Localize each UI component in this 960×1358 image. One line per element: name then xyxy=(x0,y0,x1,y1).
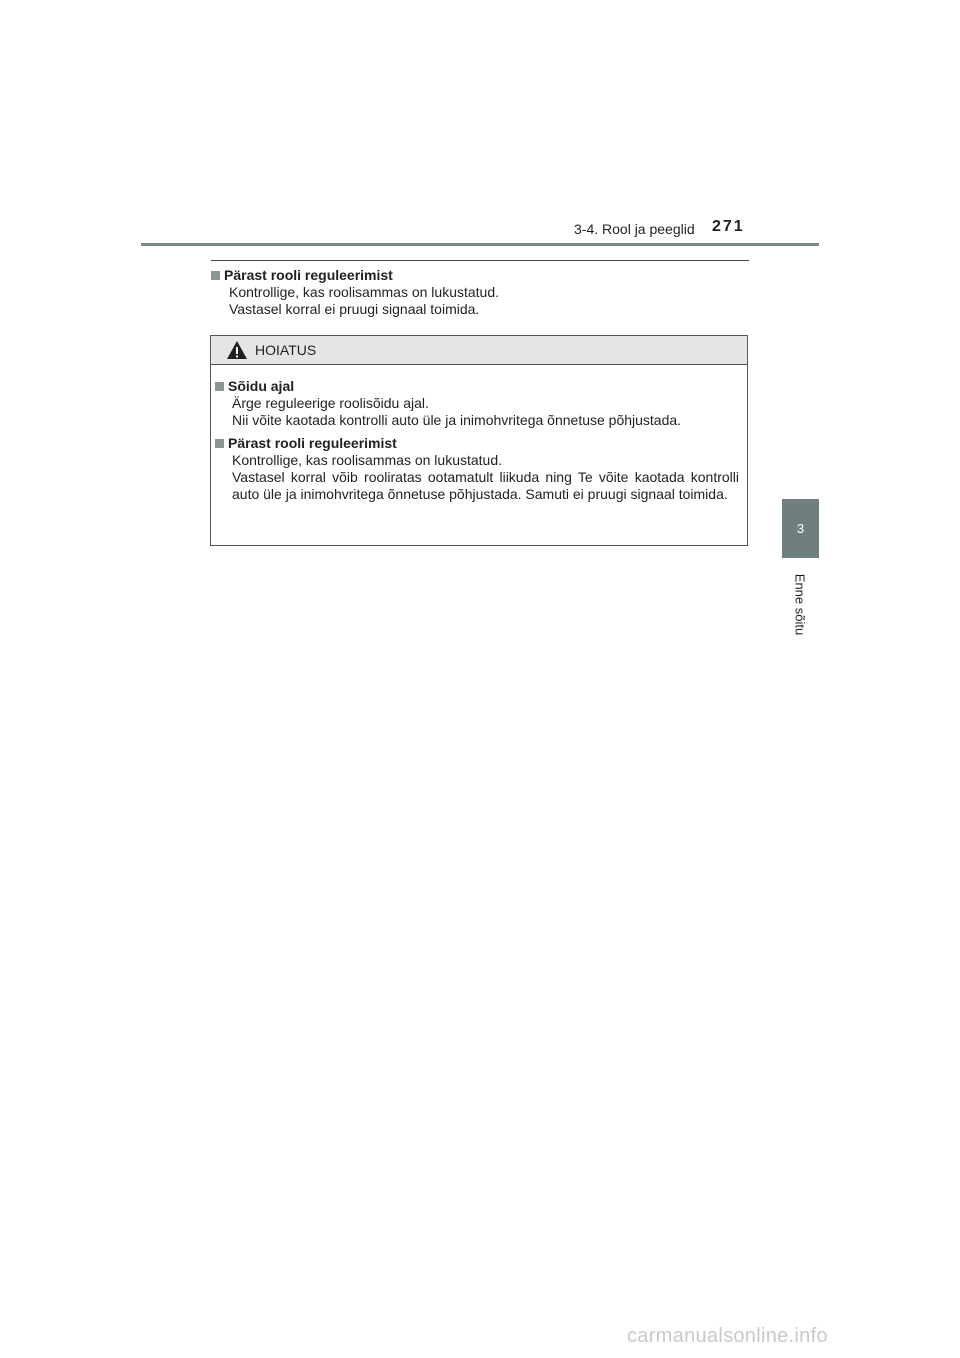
warning-triangle-icon xyxy=(226,340,248,360)
warning-item-line: Nii võite kaotada kontrolli auto üle ja inimohvritega õnnetuse põhjustada. xyxy=(232,412,682,428)
warning-item-line: Ärge reguleerige roolisõidu ajal. xyxy=(232,395,429,411)
chapter-number: 3 xyxy=(796,521,805,536)
section-line: Kontrollige, kas roolisammas on lukustatud. xyxy=(229,284,500,300)
section-title xyxy=(211,266,749,284)
footer-watermark: carmanualsonline.info xyxy=(627,1325,828,1347)
warning-item-title xyxy=(215,377,739,395)
warning-item-title-text: Sõidu ajal xyxy=(228,378,295,394)
warning-item-title xyxy=(215,434,739,452)
section-title-text: Pärast rooli reguleerimist xyxy=(224,267,393,283)
square-bullet-icon xyxy=(215,382,224,391)
chapter-side-label: Enne sõitu xyxy=(792,573,808,636)
header-rule xyxy=(141,243,819,246)
warning-item xyxy=(215,377,739,429)
warning-item xyxy=(215,434,739,503)
warning-title: HOIATUS xyxy=(255,342,317,358)
warning-item-title-text: Pärast rooli reguleerimist xyxy=(228,435,397,451)
square-bullet-icon xyxy=(215,439,224,448)
page-number: 271 xyxy=(712,218,745,235)
section-top-line xyxy=(211,260,749,261)
warning-item-line: Vastasel korral võib rooliratas ootamatult liikuda ning Te võite kaotada kontrolli auto üle ja inimohvritega õnnetuse põhjustada. Samuti ei pruugi signaal toimida. xyxy=(232,469,739,502)
warning-box xyxy=(210,335,748,546)
warning-body xyxy=(211,365,747,503)
square-bullet-icon xyxy=(211,271,220,280)
warning-item-line: Kontrollige, kas roolisammas on lukustatud. xyxy=(232,452,503,468)
header-section-title: 3-4. Rool ja peeglid xyxy=(574,221,695,237)
section-line: Vastasel korral ei pruugi signaal toimida. xyxy=(229,301,480,317)
warning-header xyxy=(211,336,747,365)
section xyxy=(211,266,749,318)
chapter-side-tab xyxy=(782,499,819,558)
